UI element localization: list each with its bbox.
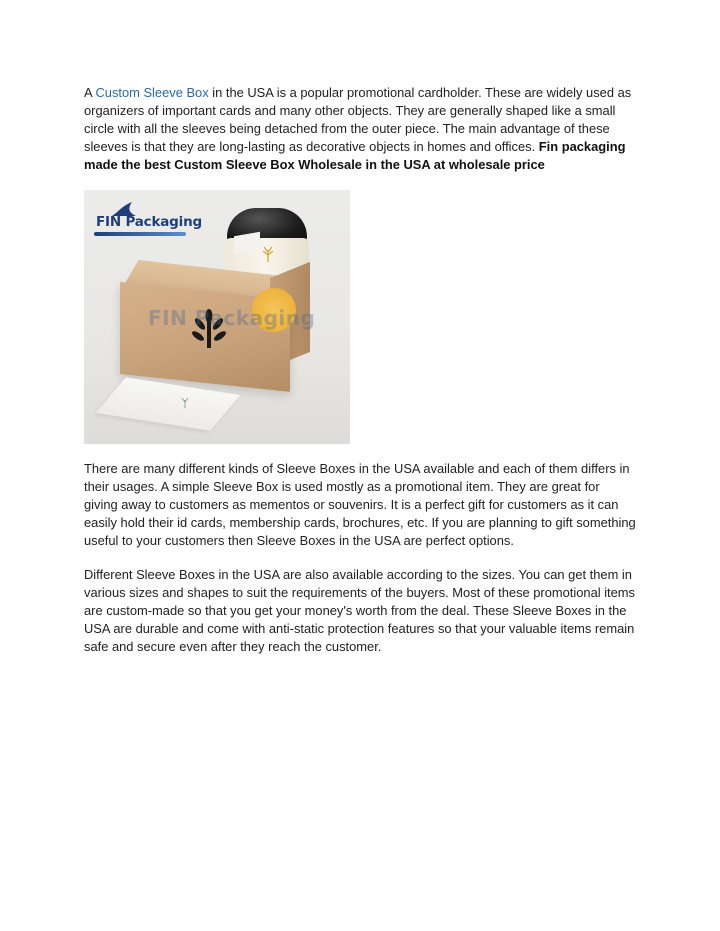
photo-watermark: FIN Packaging xyxy=(148,306,316,330)
sizes-paragraph: Different Sleeve Boxes in the USA are also available according to the sizes. You can get them in various sizes and shapes to suit the requirements of the buyers. Most of these promotional items are custom-made so that you get your money's worth from the deal. These Sleeve Boxes in the USA are durable and come with anti-static protection features so that your valuable items remain safe and secure even after they reach the customer. xyxy=(84,567,635,654)
intro-lead: A xyxy=(84,85,96,100)
card-leaf-icon xyxy=(180,396,190,408)
custom-sleeve-box-link[interactable]: Custom Sleeve Box xyxy=(95,85,209,100)
intro-paragraph xyxy=(84,84,636,174)
intro-bold-text: Fin packaging made the best Custom Sleeve Box Wholesale in the USA at wholesale price xyxy=(84,139,626,172)
business-card xyxy=(96,377,240,430)
logo-text: FIN Packaging xyxy=(96,214,202,230)
product-photo xyxy=(84,190,350,444)
fin-packaging-logo xyxy=(94,198,202,234)
logo-wave xyxy=(94,232,186,236)
document-body xyxy=(84,84,636,656)
intro-text: in the USA is a popular promotional cardholder. These are widely used as organizers of important cards and many other objects. They are generally shaped like a small circle with all the sleeves being detached from the outer piece. The main advantage of these sleeves is that they are long-lasting as decorative objects in homes and offices. xyxy=(84,85,632,154)
kinds-paragraph: There are many different kinds of Sleeve Boxes in the USA available and each of them differs in their usages. A simple Sleeve Box is used mostly as a promotional item. They are great for giving away to customers as mementos or souvenirs. It is a perfect gift for customers as it can easily hold their id cards, membership cards, brochures, etc. If you are planning to gift something useful to your customers then Sleeve Boxes in the USA are perfect options. xyxy=(84,461,636,548)
